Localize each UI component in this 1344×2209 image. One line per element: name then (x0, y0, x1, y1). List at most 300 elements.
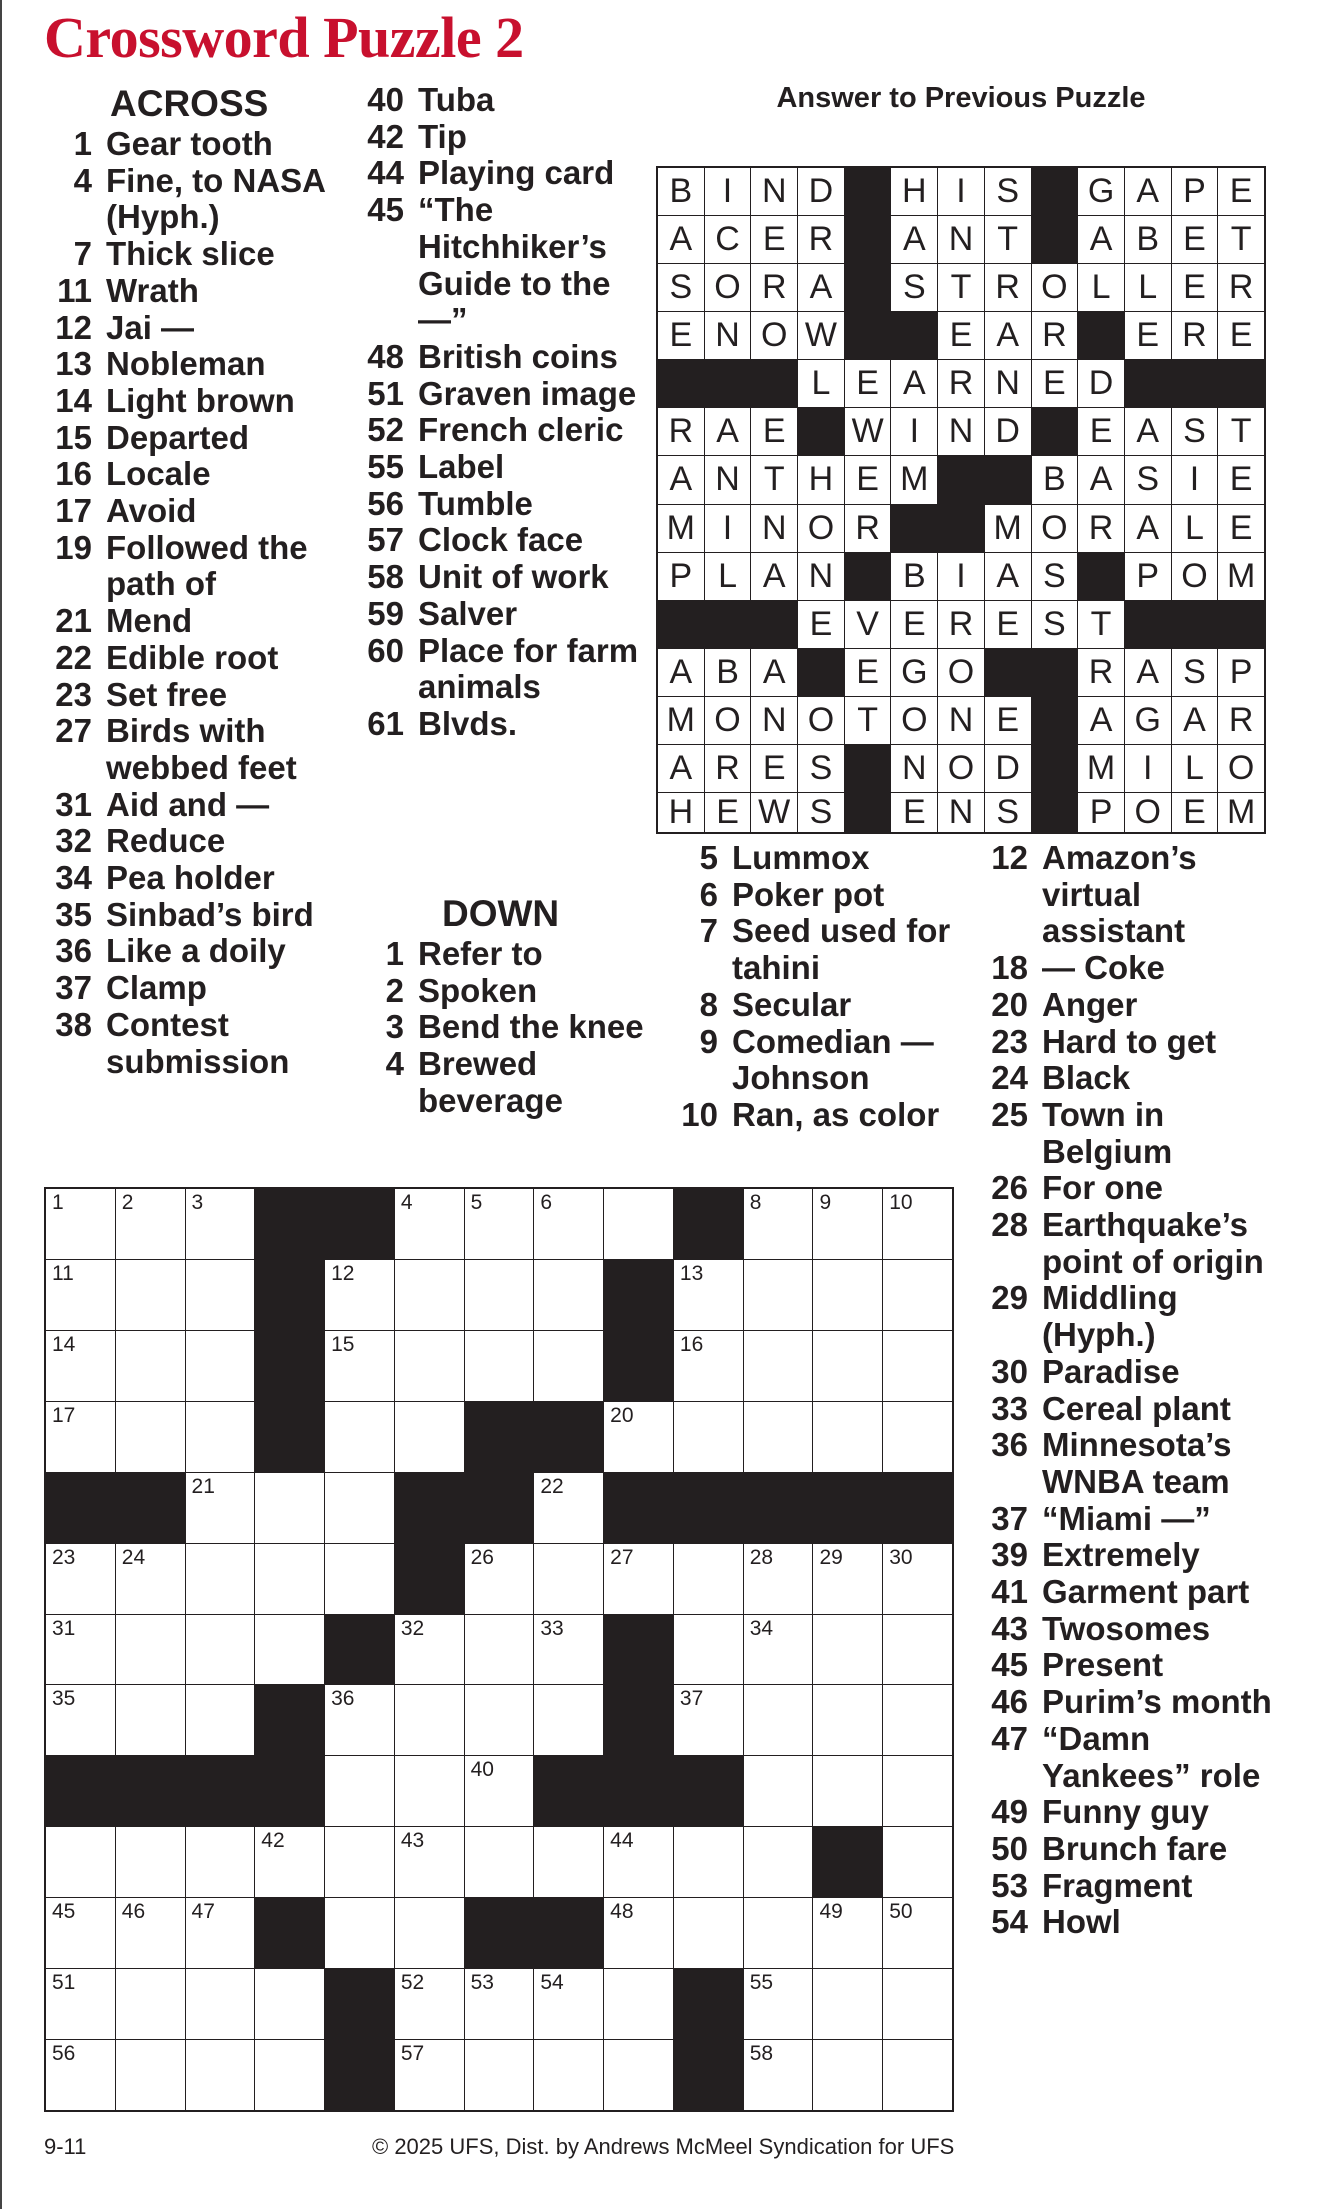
grid-cell[interactable] (744, 1827, 813, 1897)
grid-cell[interactable] (116, 1544, 185, 1614)
grid-cell[interactable] (604, 1827, 673, 1897)
clue-number: 16 (55, 455, 92, 493)
grid-cell[interactable] (604, 1544, 673, 1614)
grid-cell[interactable] (116, 1402, 185, 1472)
grid-cell[interactable] (325, 1827, 394, 1897)
grid-black-square (674, 1189, 743, 1259)
answer-letter: I (891, 408, 937, 455)
clue-number: 46 (991, 1683, 1028, 1721)
grid-cell[interactable] (813, 1189, 882, 1259)
answer-letter: A (658, 216, 704, 263)
grid-cell[interactable] (325, 1331, 394, 1401)
grid-cell[interactable] (465, 1969, 534, 2039)
grid-cell[interactable] (604, 1402, 673, 1472)
clue-item (356, 412, 646, 449)
answer-letter: B (891, 553, 937, 600)
answer-title: Answer to Previous Puzzle (776, 82, 1146, 114)
grid-cell[interactable] (116, 2040, 185, 2110)
answer-letter: S (798, 745, 844, 792)
answer-black-square (845, 264, 891, 311)
grid-cell[interactable] (46, 1685, 115, 1755)
answer-black-square (1032, 168, 1078, 215)
answer-letter: E (751, 216, 797, 263)
answer-letter: A (1125, 408, 1171, 455)
grid-cell[interactable] (744, 1544, 813, 1614)
answer-letter: E (891, 793, 937, 832)
clue-number: 56 (367, 484, 404, 522)
clue-text: Town in Belgium (1042, 1095, 1173, 1170)
grid-cell-number: 48 (610, 1900, 634, 1924)
grid-cell[interactable] (883, 1756, 952, 1826)
grid-cell[interactable] (116, 1260, 185, 1330)
clue-text: Blvds. (418, 704, 518, 742)
grid-cell-number: 13 (679, 1261, 704, 1285)
grid-cell[interactable] (465, 1189, 534, 1259)
grid-cell[interactable] (255, 1544, 324, 1614)
grid-cell[interactable] (46, 1331, 115, 1401)
grid-cell[interactable] (534, 1331, 603, 1401)
clue-item (356, 119, 646, 156)
grid-cell[interactable] (395, 1331, 464, 1401)
clue-item (980, 1904, 1280, 1941)
grid-cell-number: 58 (749, 2042, 774, 2066)
answer-letter: A (751, 649, 797, 696)
grid-cell[interactable] (674, 1544, 743, 1614)
grid-cell[interactable] (674, 1685, 743, 1755)
grid-cell-number: 54 (540, 1971, 564, 1995)
clue-item (44, 860, 344, 897)
down-heading: DOWN (442, 893, 560, 934)
answer-letter: R (1078, 649, 1124, 696)
answer-black-square (705, 601, 751, 648)
answer-letter: A (985, 553, 1031, 600)
answer-letter: S (658, 264, 704, 311)
answer-letter: D (985, 408, 1031, 455)
grid-cell[interactable] (186, 1331, 255, 1401)
clue-number: 13 (55, 345, 92, 383)
grid-cell[interactable] (395, 1685, 464, 1755)
clue-item (356, 973, 646, 1010)
grid-cell[interactable] (46, 1544, 115, 1614)
answer-letter: M (1078, 745, 1124, 792)
grid-black-square (813, 1827, 882, 1897)
grid-cell[interactable] (883, 1969, 952, 2039)
clue-item (980, 1794, 1280, 1831)
grid-black-square (534, 1756, 603, 1826)
grid-cell[interactable] (813, 1331, 882, 1401)
clue-item (980, 1574, 1280, 1611)
grid-cell[interactable] (465, 2040, 534, 2110)
grid-cell[interactable] (116, 1685, 185, 1755)
grid-black-square (395, 1473, 464, 1543)
grid-cell[interactable] (813, 1402, 882, 1472)
grid-cell-number: 29 (819, 1545, 843, 1569)
grid-cell[interactable] (465, 1685, 534, 1755)
clue-text: Thick slice (106, 235, 275, 273)
grid-cell[interactable] (46, 1827, 115, 1897)
clue-number: 25 (991, 1095, 1028, 1133)
clue-number: 11 (57, 271, 92, 309)
grid-cell[interactable] (883, 1827, 952, 1897)
clue-item (44, 420, 344, 457)
grid-cell[interactable] (883, 1260, 952, 1330)
grid-cell[interactable] (46, 1260, 115, 1330)
grid-cell[interactable] (744, 1402, 813, 1472)
grid-cell[interactable] (116, 1331, 185, 1401)
grid-cell[interactable] (186, 1473, 255, 1543)
clue-item (980, 1868, 1280, 1905)
clue-text: Unit of work (418, 558, 609, 596)
answer-letter: W (845, 408, 891, 455)
across-heading: ACROSS (110, 83, 269, 124)
grid-cell[interactable] (674, 1260, 743, 1330)
grid-cell[interactable] (395, 1402, 464, 1472)
clue-item (980, 950, 1280, 987)
grid-cell-number: 10 (889, 1191, 913, 1214)
grid-cell[interactable] (465, 1544, 534, 1614)
grid-cell[interactable] (674, 1402, 743, 1472)
grid-cell[interactable] (186, 1615, 255, 1685)
answer-letter: A (891, 216, 937, 263)
clue-number: 12 (55, 308, 92, 346)
answer-letter: D (798, 168, 844, 215)
grid-cell[interactable] (186, 1402, 255, 1472)
grid-cell[interactable] (534, 1189, 603, 1259)
answer-black-square (938, 505, 984, 552)
grid-cell[interactable] (534, 1615, 603, 1685)
grid-cell[interactable] (116, 1615, 185, 1685)
clue-number: 2 (385, 971, 404, 1009)
clue-number: 14 (55, 381, 92, 419)
answer-black-square (845, 168, 891, 215)
answer-letter: E (985, 697, 1031, 744)
grid-black-square (255, 1402, 324, 1472)
grid-cell-number: 16 (679, 1332, 704, 1356)
grid-cell[interactable] (325, 1473, 394, 1543)
grid-cell[interactable] (255, 1969, 324, 2039)
clue-item (356, 192, 646, 339)
answer-letter: R (1218, 264, 1264, 311)
clue-item (356, 936, 646, 973)
grid-cell[interactable] (744, 1615, 813, 1685)
answer-letter: O (705, 264, 751, 311)
clue-text: Departed (106, 418, 250, 456)
grid-cell[interactable] (744, 2040, 813, 2110)
grid-cell[interactable] (465, 1331, 534, 1401)
clue-number: 9 (699, 1022, 718, 1060)
grid-cell[interactable] (395, 1189, 464, 1259)
clue-number: 1 (73, 125, 92, 162)
clue-item (44, 530, 344, 603)
clue-text: Salver (418, 594, 518, 632)
clue-number: 48 (367, 337, 404, 375)
grid-cell[interactable] (883, 1544, 952, 1614)
clue-number: 42 (367, 117, 404, 155)
answer-black-square (1078, 553, 1124, 600)
answer-black-square (751, 601, 797, 648)
grid-cell[interactable] (186, 1189, 255, 1259)
grid-cell[interactable] (883, 1615, 952, 1685)
clue-item (980, 1097, 1280, 1170)
grid-cell[interactable] (883, 1685, 952, 1755)
grid-black-square (116, 1756, 185, 1826)
answer-letter: A (1078, 697, 1124, 744)
answer-letter: O (751, 312, 797, 359)
grid-black-square (46, 1473, 115, 1543)
grid-cell[interactable] (604, 2040, 673, 2110)
answer-letter: M (1218, 793, 1264, 832)
answer-letter: G (1125, 697, 1171, 744)
clue-item (356, 706, 646, 743)
grid-cell[interactable] (465, 1827, 534, 1897)
clue-item (980, 1207, 1280, 1280)
grid-cell[interactable] (255, 1827, 324, 1897)
answer-letter: R (845, 505, 891, 552)
page-title: Crossword Puzzle 2 (44, 5, 524, 70)
answer-letter: P (1218, 649, 1264, 696)
clue-number: 36 (55, 932, 92, 970)
grid-black-square (604, 1473, 673, 1543)
clue-item (980, 1611, 1280, 1648)
grid-cell[interactable] (255, 2040, 324, 2110)
clue-text: Spoken (418, 971, 538, 1009)
clue-item (356, 596, 646, 633)
clue-text: Pea holder (106, 859, 275, 897)
grid-cell[interactable] (813, 1898, 882, 1968)
answer-letter: S (1172, 408, 1218, 455)
grid-cell[interactable] (325, 1402, 394, 1472)
down-clues-column-1 (356, 892, 646, 1120)
clue-text: Paradise (1042, 1352, 1180, 1390)
grid-cell[interactable] (883, 1898, 952, 1968)
answer-letter: E (1218, 168, 1264, 215)
grid-black-square (604, 1615, 673, 1685)
grid-cell[interactable] (534, 1827, 603, 1897)
grid-cell[interactable] (325, 1756, 394, 1826)
grid-cell[interactable] (46, 2040, 115, 2110)
grid-cell[interactable] (395, 1898, 464, 1968)
clue-number: 27 (55, 712, 92, 750)
grid-cell[interactable] (813, 1756, 882, 1826)
answer-letter: E (1078, 408, 1124, 455)
grid-cell[interactable] (325, 1260, 394, 1330)
clue-text: Tip (418, 117, 467, 155)
grid-cell[interactable] (534, 1685, 603, 1755)
answer-letter: N (891, 745, 937, 792)
clue-number: 29 (991, 1279, 1028, 1317)
clue-item (44, 456, 344, 493)
grid-black-square (465, 1473, 534, 1543)
clue-number: 41 (991, 1573, 1028, 1611)
grid-cell[interactable] (116, 1969, 185, 2039)
answer-letter: N (705, 312, 751, 359)
grid-cell[interactable] (186, 1898, 255, 1968)
grid-cell[interactable] (465, 1260, 534, 1330)
grid-cell[interactable] (395, 1756, 464, 1826)
clue-number: 15 (55, 418, 92, 456)
clue-number: 36 (991, 1426, 1028, 1464)
answer-letter: O (1172, 553, 1218, 600)
grid-cell[interactable] (186, 2040, 255, 2110)
grid-cell-number: 35 (52, 1687, 76, 1711)
clue-number: 60 (367, 631, 404, 669)
grid-cell[interactable] (186, 1260, 255, 1330)
answer-letter: L (798, 360, 844, 407)
answer-letter: L (1078, 264, 1124, 311)
grid-cell[interactable] (255, 1473, 324, 1543)
grid-cell[interactable] (395, 1827, 464, 1897)
grid-cell-number: 32 (400, 1616, 425, 1640)
grid-cell[interactable] (534, 1260, 603, 1330)
grid-black-square (255, 1898, 324, 1968)
clue-item (980, 840, 1280, 950)
grid-black-square (325, 1615, 394, 1685)
grid-cell[interactable] (395, 1969, 464, 2039)
grid-cell[interactable] (813, 2040, 882, 2110)
clue-number: 7 (73, 235, 92, 273)
grid-cell-number: 52 (400, 1971, 425, 1995)
answer-black-square (891, 505, 937, 552)
grid-cell[interactable] (46, 1898, 115, 1968)
grid-cell[interactable] (744, 1685, 813, 1755)
clue-number: 57 (367, 521, 404, 559)
answer-letter: N (938, 408, 984, 455)
grid-cell-number: 43 (400, 1829, 425, 1853)
grid-cell[interactable] (46, 1969, 115, 2039)
answer-black-square (1218, 601, 1264, 648)
answer-letter: A (1172, 697, 1218, 744)
grid-cell[interactable] (465, 1756, 534, 1826)
clue-text: Light brown (106, 381, 295, 419)
answer-letter: R (1218, 697, 1264, 744)
grid-cell[interactable] (604, 1189, 673, 1259)
answer-letter: E (985, 601, 1031, 648)
clue-number: 10 (681, 1095, 718, 1133)
answer-letter: W (798, 312, 844, 359)
grid-cell[interactable] (46, 1402, 115, 1472)
clue-text: Followed the path of (106, 528, 308, 603)
grid-cell[interactable] (674, 1615, 743, 1685)
grid-black-square (604, 1260, 673, 1330)
grid-cell[interactable] (813, 1260, 882, 1330)
answer-black-square (1032, 649, 1078, 696)
clue-text: Contest submission (106, 1005, 290, 1080)
grid-cell[interactable] (116, 1827, 185, 1897)
grid-cell-number: 57 (400, 2042, 425, 2066)
grid-cell[interactable] (534, 2040, 603, 2110)
grid-cell[interactable] (534, 1544, 603, 1614)
answer-grid (656, 166, 1266, 834)
clue-item (44, 603, 344, 640)
answer-letter: L (1125, 264, 1171, 311)
answer-black-square (1172, 601, 1218, 648)
clue-item (980, 1280, 1280, 1353)
page-left-rule (0, 0, 2, 2209)
answer-black-square (1078, 312, 1124, 359)
answer-letter: E (845, 649, 891, 696)
grid-cell[interactable] (744, 1260, 813, 1330)
grid-cell-number: 1 (52, 1191, 64, 1214)
grid-cell[interactable] (46, 1189, 115, 1259)
grid-cell[interactable] (186, 1827, 255, 1897)
grid-cell[interactable] (395, 1615, 464, 1685)
grid-cell[interactable] (186, 1685, 255, 1755)
clue-item (664, 987, 964, 1024)
answer-black-square (985, 649, 1031, 696)
grid-cell-number: 40 (470, 1758, 494, 1782)
grid-cell[interactable] (46, 1615, 115, 1685)
grid-cell[interactable] (186, 1969, 255, 2039)
grid-cell[interactable] (325, 1685, 394, 1755)
grid-cell[interactable] (325, 1898, 394, 1968)
answer-letter: P (1078, 793, 1124, 832)
clue-item (44, 346, 344, 383)
grid-cell[interactable] (116, 1189, 185, 1259)
grid-cell[interactable] (674, 1898, 743, 1968)
footer-copyright: © 2025 UFS, Dist. by Andrews McMeel Syndication for UFS (372, 2134, 955, 2159)
grid-cell[interactable] (604, 1969, 673, 2039)
grid-cell[interactable] (744, 1898, 813, 1968)
grid-cell[interactable] (813, 1544, 882, 1614)
answer-black-square (985, 456, 1031, 503)
grid-cell[interactable] (883, 1189, 952, 1259)
clue-number: 19 (55, 528, 92, 566)
grid-cell[interactable] (813, 1615, 882, 1685)
clue-item (356, 1046, 646, 1119)
answer-black-square (658, 601, 704, 648)
grid-cell[interactable] (465, 1615, 534, 1685)
grid-cell[interactable] (744, 1969, 813, 2039)
grid-cell[interactable] (674, 1331, 743, 1401)
grid-cell[interactable] (744, 1756, 813, 1826)
answer-black-square (1032, 408, 1078, 455)
grid-cell[interactable] (395, 2040, 464, 2110)
grid-cell[interactable] (883, 1331, 952, 1401)
grid-cell[interactable] (534, 1969, 603, 2039)
grid-cell[interactable] (883, 1402, 952, 1472)
grid-cell[interactable] (116, 1898, 185, 1968)
answer-black-square (658, 360, 704, 407)
clue-text: Lummox (732, 839, 870, 876)
grid-cell[interactable] (395, 1260, 464, 1330)
answer-letter: N (985, 360, 1031, 407)
grid-cell[interactable] (744, 1331, 813, 1401)
clue-number: 61 (367, 704, 404, 742)
clue-text: Fine, to NASA (Hyph.) (106, 161, 325, 236)
grid-cell-number: 21 (191, 1474, 215, 1498)
grid-cell[interactable] (534, 1473, 603, 1543)
grid-cell[interactable] (744, 1189, 813, 1259)
grid-cell-number: 34 (749, 1616, 774, 1640)
grid-cell[interactable] (186, 1544, 255, 1614)
grid-cell[interactable] (255, 1615, 324, 1685)
clue-item (44, 273, 344, 310)
grid-cell[interactable] (813, 1969, 882, 2039)
grid-cell[interactable] (674, 1827, 743, 1897)
clue-item (44, 383, 344, 420)
answer-letter: M (985, 505, 1031, 552)
clue-item (356, 339, 646, 376)
clue-text: “Damn Yankees” role (1042, 1719, 1261, 1794)
clue-text: Aid and — (106, 785, 270, 823)
answer-letter: A (658, 649, 704, 696)
grid-cell[interactable] (813, 1685, 882, 1755)
grid-cell[interactable] (325, 1544, 394, 1614)
grid-cell[interactable] (604, 1898, 673, 1968)
grid-cell[interactable] (883, 2040, 952, 2110)
answer-letter: N (938, 697, 984, 744)
grid-cell-number: 8 (749, 1191, 762, 1214)
